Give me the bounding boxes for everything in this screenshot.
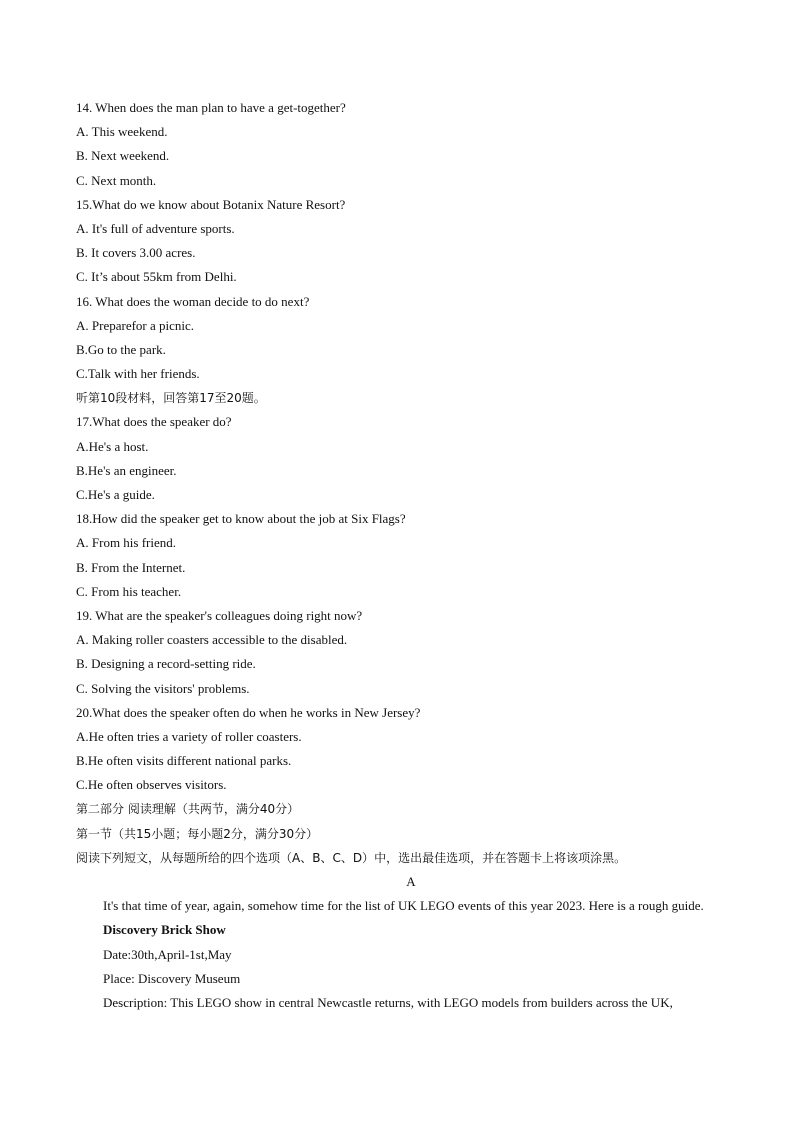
question-16-option-c: C.Talk with her friends. — [76, 366, 200, 382]
event-description: Description: This LEGO show in central Newcastle returns, with LEGO models from builders across the UK, — [103, 994, 673, 1010]
event-place: Place: Discovery Museum — [103, 970, 241, 986]
part-2-title: 第二部分 阅读理解（共两节，满分40分） — [76, 802, 300, 817]
question-17-option-b: B.He's an engineer. — [76, 462, 177, 478]
question-18-option-b: B. From the Internet. — [76, 559, 186, 575]
event-date: Date:30th,April-1st,May — [103, 946, 232, 962]
question-14-option-a: A. This weekend. — [76, 124, 168, 140]
question-14: 14. When does the man plan to have a get-together? — [76, 100, 346, 115]
passage-intro: It's that time of year, again, somehow time for the list of UK LEGO events of this year 2023. Here is a rough guide. — [103, 898, 704, 914]
question-16-option-b: B.Go to the park. — [76, 341, 166, 357]
question-14-option-c: C. Next month. — [76, 172, 157, 188]
section-1-title: 第一节（共15小题；每小题2分，满分30分） — [76, 826, 319, 841]
question-20: 20.What does the speaker often do when he works in New Jersey? — [76, 704, 421, 720]
question-19-option-c: C. Solving the visitors' problems. — [76, 680, 250, 696]
question-17-option-c: C.He's a guide. — [76, 487, 155, 502]
question-14-option-b: B. Next weekend. — [76, 148, 170, 164]
question-17: 17.What does the speaker do? — [76, 414, 232, 430]
question-15-option-a: A. It's full of adventure sports. — [76, 220, 235, 236]
reading-instructions: 阅读下列短文，从每题所给的四个选项（A、B、C、D）中，选出最佳选项，并在答题卡上将该项涂黑。 — [76, 850, 627, 865]
question-18-option-c: C. From his teacher. — [76, 583, 182, 599]
passage-letter: A — [406, 874, 416, 889]
question-20-option-a: A.He often tries a variety of roller coasters. — [76, 728, 302, 744]
event-name: Discovery Brick Show — [103, 922, 226, 938]
question-15: 15.What do we know about Botanix Nature Resort? — [76, 196, 346, 212]
question-16-option-a: A. Preparefor a picnic. — [76, 317, 195, 333]
question-19-option-b: B. Designing a record-setting ride. — [76, 656, 256, 672]
document-page — [0, 96, 794, 1015]
question-15-option-b: B. It covers 3.00 acres. — [76, 245, 196, 261]
question-17-option-a: A.He's a host. — [76, 438, 149, 454]
question-19-option-a: A. Making roller coasters accessible to the disabled. — [76, 632, 348, 648]
question-20-option-c: C.He often observes visitors. — [76, 777, 227, 793]
question-20-option-b: B.He often visits different national parks. — [76, 753, 292, 769]
question-15-option-c: C. It’s about 55km from Delhi. — [76, 269, 237, 285]
question-19: 19. What are the speaker's colleagues doing right now? — [76, 607, 363, 623]
question-18: 18.How did the speaker get to know about the job at Six Flags? — [76, 511, 406, 527]
question-18-option-a: A. From his friend. — [76, 535, 177, 551]
question-16: 16. What does the woman decide to do next? — [76, 293, 310, 309]
section-note-material-10: 听第10段材料，回答第17至20题。 — [76, 391, 266, 406]
